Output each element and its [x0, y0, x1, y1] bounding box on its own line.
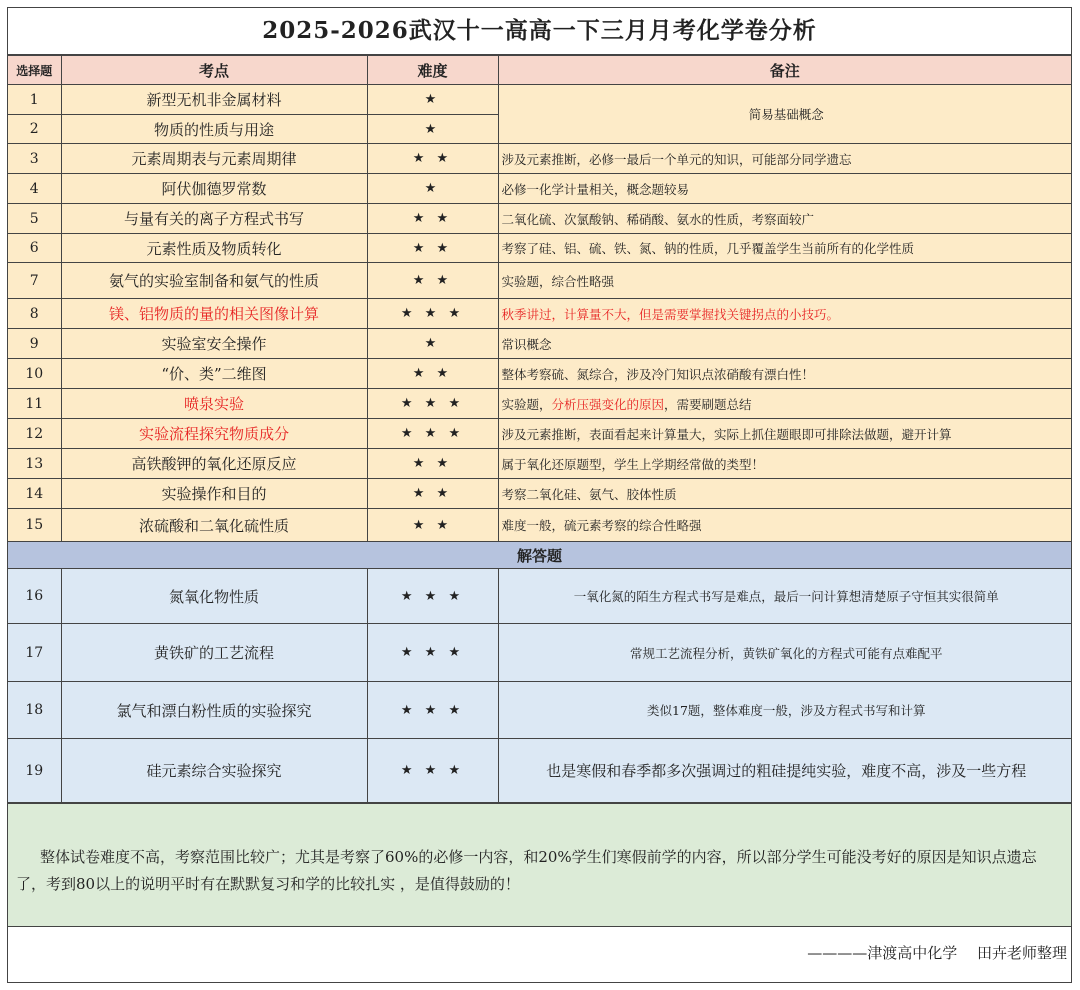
question-number: 11	[8, 389, 61, 419]
question-number: 4	[8, 174, 61, 204]
difficulty-stars: ★ ★ ★	[367, 389, 498, 419]
table-row	[8, 739, 1071, 803]
table-row	[8, 624, 1071, 682]
question-topic: 实验操作和目的	[61, 479, 367, 509]
difficulty-stars: ★	[367, 329, 498, 359]
question-note: 整体考察硫、氮综合，涉及冷门知识点浓硝酸有漂白性！	[498, 359, 1071, 389]
table-row	[8, 389, 1071, 419]
question-number: 17	[8, 624, 61, 682]
question-note: 涉及元素推断，必修一最后一个单元的知识，可能部分同学遗忘	[498, 144, 1071, 174]
note-highlight: 分析压强变化的原因	[551, 396, 665, 412]
analysis-table	[8, 55, 1071, 803]
table-row	[8, 204, 1071, 234]
question-topic: 浓硫酸和二氧化硫性质	[61, 509, 367, 542]
note-text: 实验题，	[501, 396, 552, 412]
question-number: 8	[8, 299, 61, 329]
question-number: 19	[8, 739, 61, 803]
question-note: 考察二氧化硅、氨气、胶体性质	[498, 479, 1071, 509]
table-row	[8, 359, 1071, 389]
difficulty-stars: ★ ★	[367, 204, 498, 234]
table-row	[8, 144, 1071, 174]
difficulty-stars: ★	[367, 174, 498, 204]
question-note: 涉及元素推断，表面看起来计算量大，实际上抓住题眼即可排除法做题，避开计算	[498, 419, 1071, 449]
header-question-type: 选择题	[8, 56, 61, 85]
question-note: 一氧化氮的陌生方程式书写是难点，最后一问计算想清楚原子守恒其实很简单	[498, 569, 1071, 624]
difficulty-stars: ★ ★ ★	[367, 739, 498, 803]
analysis-sheet	[7, 7, 1072, 983]
question-topic: 元素周期表与元素周期律	[61, 144, 367, 174]
note-text: ，需要刷题总结	[664, 396, 752, 412]
question-topic: 高铁酸钾的氧化还原反应	[61, 449, 367, 479]
question-note: 也是寒假和春季都多次强调过的粗硅提纯实验，难度不高，涉及一些方程	[498, 739, 1071, 803]
question-note: 常规工艺流程分析，黄铁矿氧化的方程式可能有点难配平	[498, 624, 1071, 682]
question-note: 必修一化学计量相关，概念题较易	[498, 174, 1071, 204]
section-header-row	[8, 542, 1071, 569]
question-number: 6	[8, 234, 61, 263]
question-number: 14	[8, 479, 61, 509]
difficulty-stars: ★ ★ ★	[367, 299, 498, 329]
question-topic: 实验室安全操作	[61, 329, 367, 359]
summary-box	[8, 803, 1071, 927]
question-topic: 氮氧化物性质	[61, 569, 367, 624]
question-number: 7	[8, 263, 61, 299]
question-number: 15	[8, 509, 61, 542]
footer-credit: ————津渡高中化学 田卉老师整理	[807, 944, 1067, 962]
difficulty-stars: ★ ★ ★	[367, 624, 498, 682]
question-topic: 氨气的实验室制备和氨气的性质	[61, 263, 367, 299]
question-topic: 物质的性质与用途	[61, 115, 367, 144]
difficulty-stars: ★ ★	[367, 144, 498, 174]
question-topic: 阿伏伽德罗常数	[61, 174, 367, 204]
table-row	[8, 299, 1071, 329]
header-difficulty: 难度	[367, 56, 498, 85]
difficulty-stars: ★	[367, 115, 498, 144]
question-number: 10	[8, 359, 61, 389]
difficulty-stars: ★ ★ ★	[367, 419, 498, 449]
question-topic: 喷泉实验	[61, 389, 367, 419]
question-note: 考察了硅、铝、硫、铁、氮、钠的性质，几乎覆盖学生当前所有的化学性质	[498, 234, 1071, 263]
table-row	[8, 174, 1071, 204]
difficulty-stars: ★ ★	[367, 263, 498, 299]
page-title: 2025-2026武汉十一高高一下三月月考化学卷分析	[8, 8, 1071, 55]
table-row	[8, 234, 1071, 263]
table-row	[8, 419, 1071, 449]
question-topic: 氯气和漂白粉性质的实验探究	[61, 682, 367, 739]
question-note: 实验题，综合性略强	[498, 263, 1071, 299]
difficulty-stars: ★ ★ ★	[367, 569, 498, 624]
question-topic: 实验流程探究物质成分	[61, 419, 367, 449]
question-topic: 与量有关的离子方程式书写	[61, 204, 367, 234]
table-row	[8, 682, 1071, 739]
header-notes: 备注	[498, 56, 1071, 85]
difficulty-stars: ★ ★	[367, 479, 498, 509]
question-number: 9	[8, 329, 61, 359]
table-row	[8, 329, 1071, 359]
question-note: 二氧化硫、次氯酸钠、稀硝酸、氨水的性质，考察面较广	[498, 204, 1071, 234]
difficulty-stars: ★	[367, 85, 498, 115]
question-topic: “价、类”二维图	[61, 359, 367, 389]
question-note: 常识概念	[498, 329, 1071, 359]
question-number: 18	[8, 682, 61, 739]
difficulty-stars: ★ ★	[367, 359, 498, 389]
question-topic: 新型无机非金属材料	[61, 85, 367, 115]
difficulty-stars: ★ ★	[367, 449, 498, 479]
question-topic: 镁、铝物质的量的相关图像计算	[61, 299, 367, 329]
question-note	[498, 389, 1071, 419]
question-number: 5	[8, 204, 61, 234]
table-header-row	[8, 56, 1071, 85]
table-row	[8, 85, 1071, 115]
question-note: 难度一般，硫元素考察的综合性略强	[498, 509, 1071, 542]
question-number: 16	[8, 569, 61, 624]
difficulty-stars: ★ ★	[367, 234, 498, 263]
section-label: 解答题	[8, 542, 1071, 569]
question-number: 12	[8, 419, 61, 449]
difficulty-stars: ★ ★	[367, 509, 498, 542]
question-number: 1	[8, 85, 61, 115]
question-number: 2	[8, 115, 61, 144]
header-topic: 考点	[61, 56, 367, 85]
question-note: 属于氧化还原题型，学生上学期经常做的类型！	[498, 449, 1071, 479]
difficulty-stars: ★ ★ ★	[367, 682, 498, 739]
question-topic: 黄铁矿的工艺流程	[61, 624, 367, 682]
question-topic: 硅元素综合实验探究	[61, 739, 367, 803]
table-row	[8, 569, 1071, 624]
table-row	[8, 263, 1071, 299]
table-row	[8, 509, 1071, 542]
question-note: 简易基础概念	[498, 85, 1071, 144]
question-note: 类似17题，整体难度一般，涉及方程式书写和计算	[498, 682, 1071, 739]
summary-text: 整体试卷难度不高，考察范围比较广；尤其是考察了60%的必修一内容，和20%学生们寒假前学的内容，所以部分学生可能没考好的原因是知识点遗忘了，考到80以上的说明平时有在默默复习和学的比较扎实 ，是值得鼓励的！	[16, 848, 1037, 893]
table-row	[8, 479, 1071, 509]
question-topic: 元素性质及物质转化	[61, 234, 367, 263]
question-number: 3	[8, 144, 61, 174]
question-number: 13	[8, 449, 61, 479]
question-note: 秋季讲过，计算量不大，但是需要掌握找关键拐点的小技巧。	[498, 299, 1071, 329]
table-row	[8, 449, 1071, 479]
